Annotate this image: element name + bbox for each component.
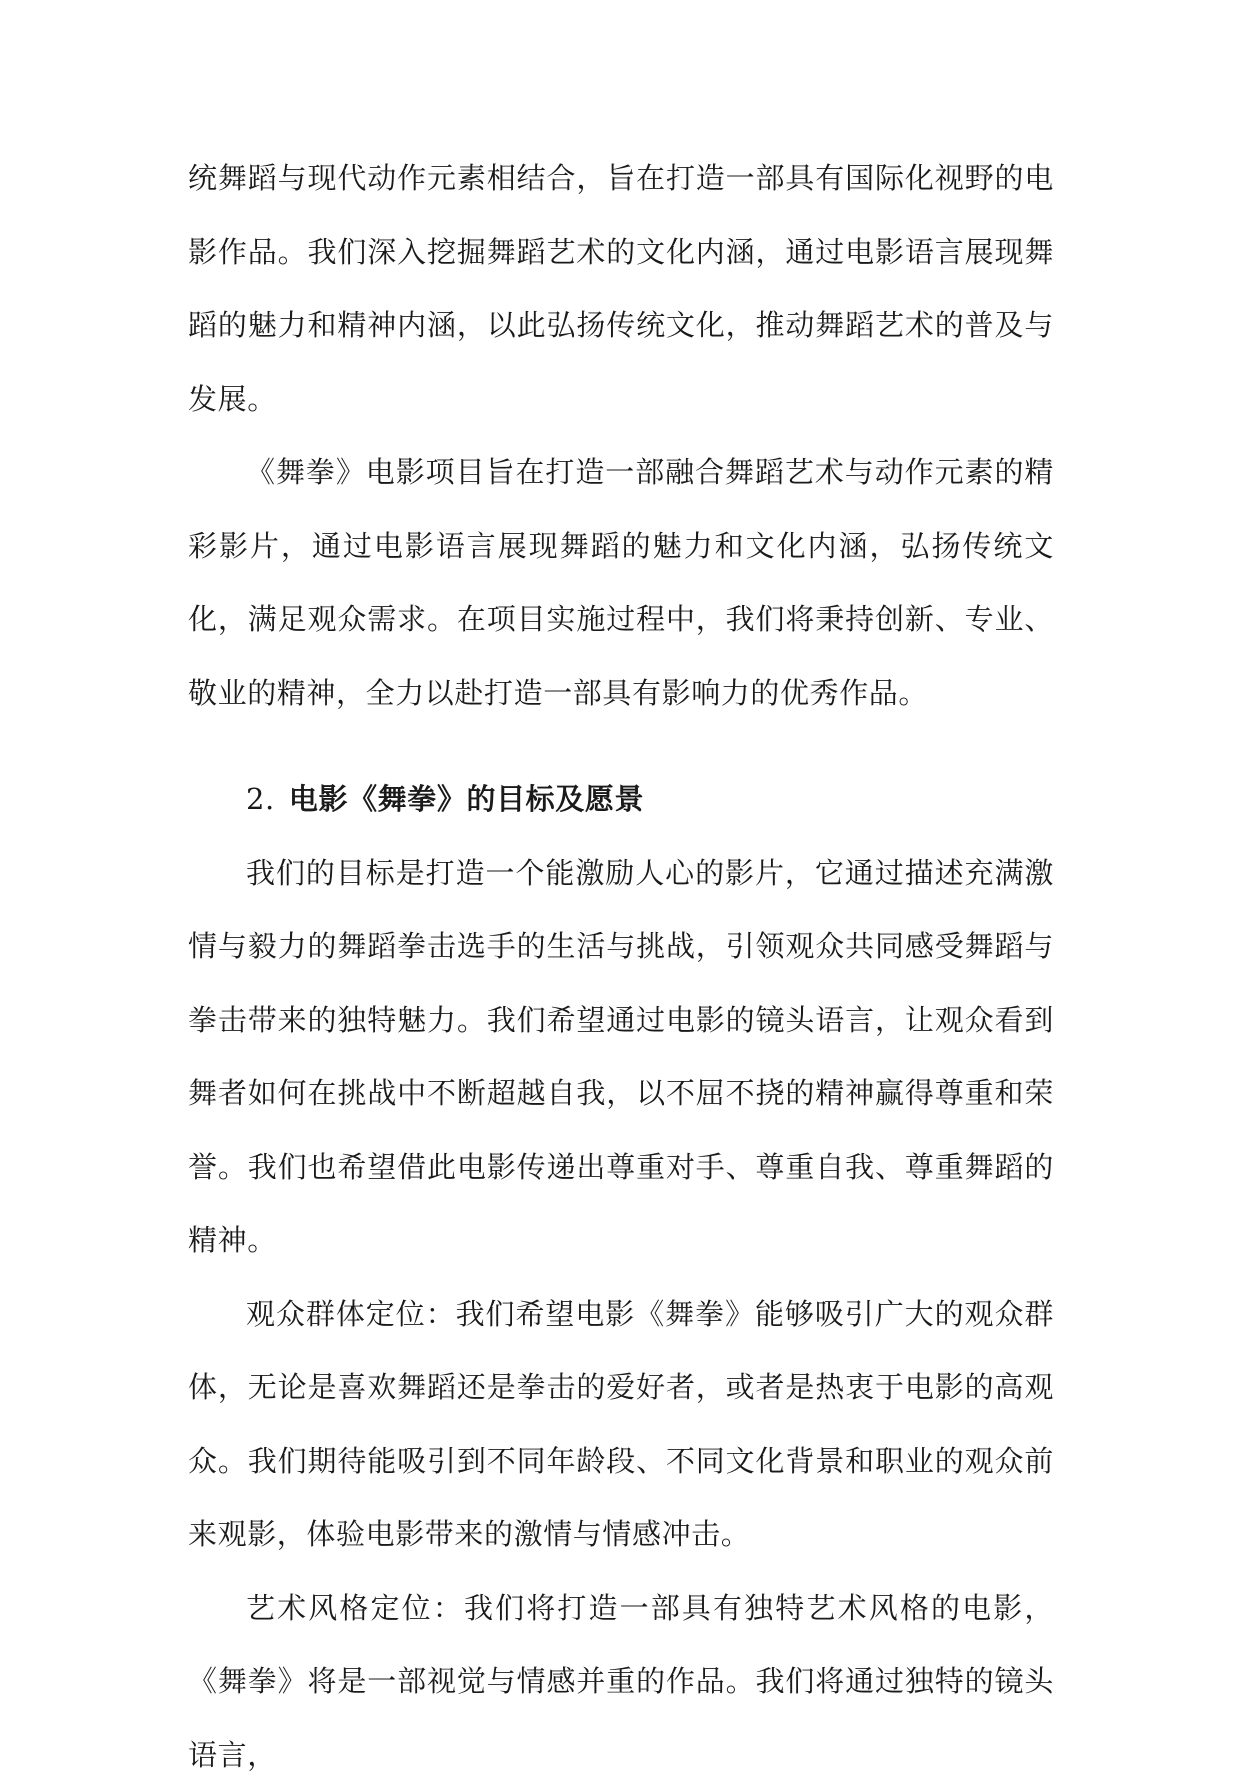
paragraph-audience-positioning: 观众群体定位：我们希望电影《舞拳》能够吸引广大的观众群体，无论是喜欢舞蹈还是拳击的爱好者，或者是热衷于电影的高观众。我们期待能吸引到不同年龄段、不同文化背景和职业的观众前来观影，体验电影带来的激情与情感冲击。 [188,1278,1054,1572]
paragraph-project-summary: 《舞拳》电影项目旨在打造一部融合舞蹈艺术与动作元素的精彩影片，通过电影语言展现舞蹈的魅力和文化内涵，弘扬传统文化，满足观众需求。在项目实施过程中，我们将秉持创新、专业、敬业的精神，全力以赴打造一部具有影响力的优秀作品。 [188,436,1054,730]
paragraph-intro-continued: 统舞蹈与现代动作元素相结合，旨在打造一部具有国际化视野的电影作品。我们深入挖掘舞蹈艺术的文化内涵，通过电影语言展现舞蹈的魅力和精神内涵，以此弘扬传统文化，推动舞蹈艺术的普及与发展。 [188,142,1054,436]
paragraph-goal: 我们的目标是打造一个能激励人心的影片，它通过描述充满激情与毅力的舞蹈拳击选手的生活与挑战，引领观众共同感受舞蹈与拳击带来的独特魅力。我们希望通过电影的镜头语言，让观众看到舞者如何在挑战中不断超越自我，以不屈不挠的精神赢得尊重和荣誉。我们也希望借此电影传递出尊重对手、尊重自我、尊重舞蹈的精神。 [188,837,1054,1278]
section-heading [188,763,1054,837]
document-body [188,142,1054,1792]
paragraph-art-style-positioning: 艺术风格定位：我们将打造一部具有独特艺术风格的电影，《舞拳》将是一部视觉与情感并重的作品。我们将通过独特的镜头语言， [188,1572,1054,1792]
section-title: 电影《舞拳》的目标及愿景 [289,782,644,816]
section-number: 2. [246,782,275,816]
